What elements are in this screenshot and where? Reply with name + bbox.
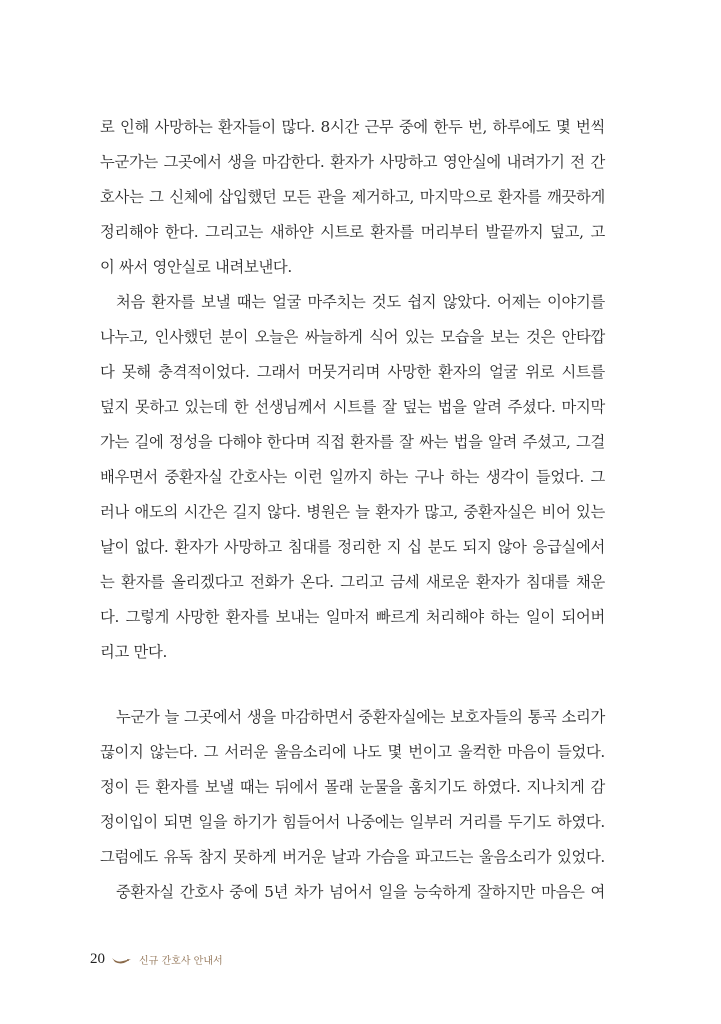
text-line: 리고 만다. xyxy=(100,643,168,661)
text-line: 누군가 늘 그곳에서 생을 마감하면서 중환자실에는 보호자들의 통곡 소리가 xyxy=(116,708,605,726)
text-line: 중환자실 간호사 중에 5년 차가 넘어서 일을 능숙하게 잘하지만 마음은 여 xyxy=(116,883,605,901)
text-line: 정이 든 환자를 보낼 때는 뒤에서 몰래 눈물을 훔치기도 하였다. 지나치게 감 xyxy=(100,778,605,796)
text-line: 다. 그렇게 사망한 환자를 보내는 일마저 빠르게 처리해야 하는 일이 되어버 xyxy=(100,608,605,626)
book-title: 신규 간호사 안내서 xyxy=(139,956,223,967)
text-line: 배우면서 중환자실 간호사는 이런 일까지 하는 구나 하는 생각이 들었다. 그 xyxy=(100,468,605,486)
text-line: 나누고, 인사했던 분이 오늘은 싸늘하게 식어 있는 모습을 보는 것은 안타깝 xyxy=(100,328,605,346)
text-line: 끊이지 않는다. 그 서러운 울음소리에 나도 몇 번이고 울컥한 마음이 들었다. xyxy=(100,743,605,761)
paragraph-2 xyxy=(100,285,605,670)
text-line: 다 못해 충격적이었다. 그래서 머뭇거리며 사망한 환자의 얼굴 위로 시트를 xyxy=(100,363,605,381)
text-line: 누군가는 그곳에서 생을 마감한다. 환자가 사망하고 영안실에 내려가기 전 간 xyxy=(100,153,605,171)
text-line: 날이 없다. 환자가 사망하고 침대를 정리한 지 십 분도 되지 않아 응급실에서 xyxy=(100,538,605,556)
text-line: 처음 환자를 보낼 때는 얼굴 마주치는 것도 쉽지 않았다. 어제는 이야기를 xyxy=(116,293,605,311)
text-line: 덮지 못하고 있는데 한 선생님께서 시트를 잘 덮는 법을 알려 주셨다. 마지막 xyxy=(100,398,605,416)
text-line: 그럼에도 유독 참지 못하게 버거운 날과 가슴을 파고드는 울음소리가 있었다. xyxy=(100,848,605,866)
page-footer xyxy=(90,950,223,969)
text-line: 호사는 그 신체에 삽입했던 모든 관을 제거하고, 마지막으로 환자를 깨끗하게 xyxy=(100,188,605,206)
page-number: 20 xyxy=(90,951,105,967)
text-line: 이 싸서 영안실로 내려보낸다. xyxy=(100,258,292,276)
bird-ornament-icon xyxy=(111,950,133,969)
paragraph-1 xyxy=(100,110,605,285)
paragraph-3 xyxy=(100,700,605,910)
text-line: 정리해야 한다. 그리고는 새하얀 시트로 환자를 머리부터 발끝까지 덮고, 고 xyxy=(100,223,605,241)
text-line: 로 인해 사망하는 환자들이 많다. 8시간 근무 중에 한두 번, 하루에도 몇 번씩 xyxy=(100,118,605,136)
text-line: 러나 애도의 시간은 길지 않다. 병원은 늘 환자가 많고, 중환자실은 비어 있는 xyxy=(100,503,605,521)
text-line: 가는 길에 정성을 다해야 한다며 직접 환자를 잘 싸는 법을 알려 주셨고, 그걸 xyxy=(100,433,605,451)
text-line: 는 환자를 올리겠다고 전화가 온다. 그리고 금세 새로운 환자가 침대를 채운 xyxy=(100,573,605,591)
text-line: 정이입이 되면 일을 하기가 힘들어서 나중에는 일부러 거리를 두기도 하였다. xyxy=(100,813,605,831)
